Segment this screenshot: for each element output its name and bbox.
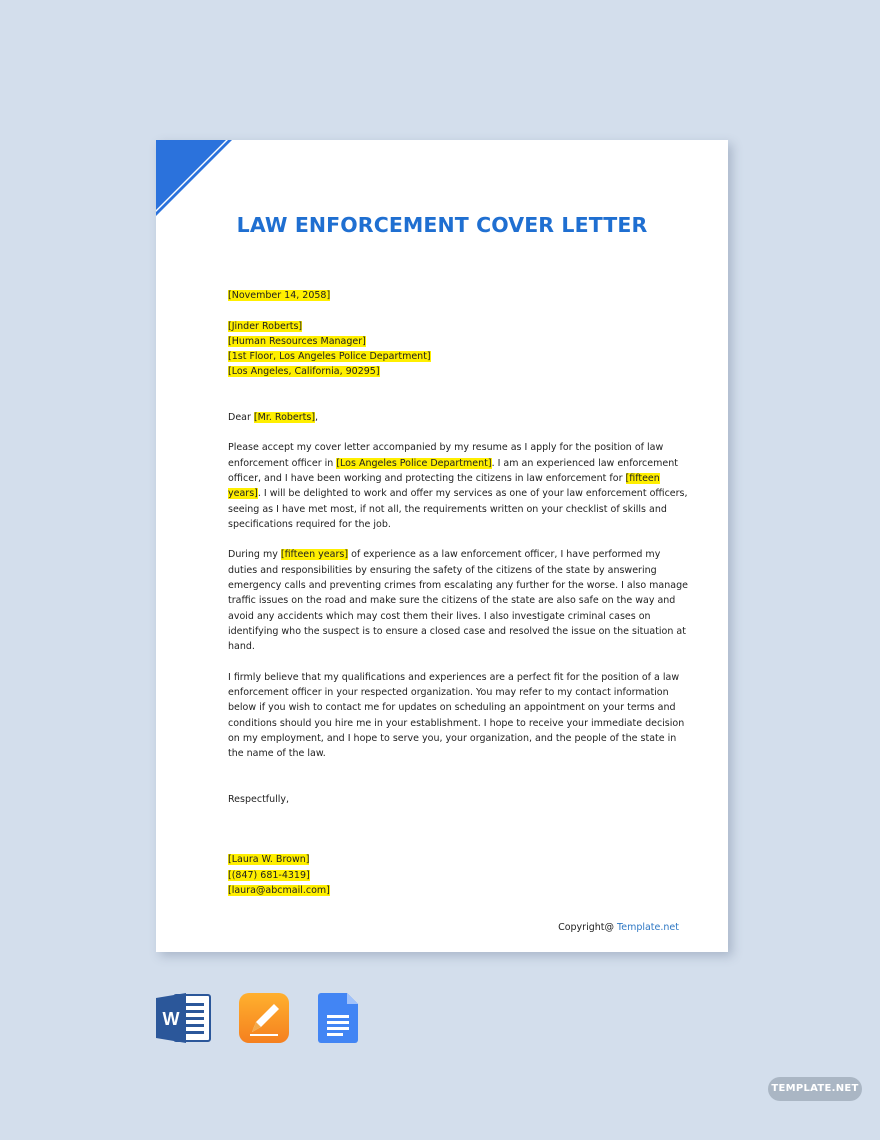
salutation-prefix: Dear: [228, 411, 254, 423]
copyright: [558, 922, 679, 933]
salutation-name: [Mr. Roberts]: [253, 411, 316, 423]
signature-phone: [(847) 681-4319]: [228, 869, 310, 881]
copyright-label: Copyright@: [558, 922, 618, 933]
recipient-address2-line: [228, 364, 688, 379]
template-net-badge[interactable]: TEMPLATE.NET: [768, 1077, 862, 1101]
salutation: [228, 410, 688, 425]
paragraph-1-part-1: Please accept my cover letter accompanied by my resume as I apply for the position of law enforcement officer in: [228, 442, 664, 469]
document-title: LAW ENFORCEMENT COVER LETTER: [236, 213, 648, 237]
paragraph-2: [228, 547, 688, 654]
paragraph-3: [228, 670, 688, 762]
signature-email-line: [228, 883, 688, 898]
signature-phone-line: [228, 868, 688, 883]
paragraph-2-part-2: of experience as a law enforcement officer, I have performed my duties and responsibilities by ensuring the safety of the citizens of the state by answering emergency calls and preventing crimes from escalating any further for the worse. I also manage traffic issues on the road and make sure the citizens of the state are also safe on the way and avoid any accidents which may cost them their lives. I also investigate criminal cases on identifying who the suspect is to ensure a closed case and resolved the issue on the situation at hand.: [228, 549, 688, 653]
corner-decoration: [156, 140, 236, 220]
date-value: [November 14, 2058]: [228, 290, 331, 301]
paragraph-1-part-2: . I am an experienced law enforcement officer, and I have been working and protecting the citizens in law enforcement for: [228, 457, 678, 484]
copyright-link[interactable]: Template.net: [617, 922, 679, 933]
closing: Respectfully,: [228, 793, 290, 805]
paragraph-2-highlight-1: [fifteen years]: [280, 549, 349, 561]
paragraph-2-part-1: During my: [228, 549, 281, 561]
pages-icon[interactable]: [238, 992, 290, 1044]
word-icon[interactable]: [156, 992, 212, 1044]
letter-body: [228, 288, 688, 898]
recipient-title-line: [228, 334, 688, 349]
date-line: [228, 288, 688, 303]
recipient-address2: [Los Angeles, California, 90295]: [228, 366, 380, 378]
recipient-title: [Human Resources Manager]: [228, 335, 366, 347]
paragraph-1: [228, 440, 688, 532]
recipient-address1: [1st Floor, Los Angeles Police Department]: [228, 351, 431, 363]
salutation-suffix: ,: [315, 411, 319, 423]
recipient-name-line: [228, 319, 688, 334]
recipient-address1-line: [228, 349, 688, 364]
google-docs-icon[interactable]: [318, 992, 360, 1044]
signature-email: [laura@abcmail.com]: [228, 884, 330, 896]
letter-page: [156, 140, 728, 952]
paragraph-3-text: I firmly believe that my qualifications and experiences are a perfect fit for the position of a law enforcement officer in your respected organization. You may refer to my contact information below if you wish to contact me for updates on scheduling an appointment on your terms and conditions should you hire me in your establishment. I hope to receive your immediate decision on my employment, and I hope to serve you, your organization, and the people of the state in the name of the law.: [228, 671, 685, 760]
paragraph-1-highlight-1: [Los Angeles Police Department]: [336, 457, 492, 469]
signature-name-line: [228, 852, 688, 867]
word-icon-letter: W: [162, 1009, 180, 1029]
paragraph-1-highlight-2: [fifteen years]: [228, 472, 660, 500]
signature-name: [Laura W. Brown]: [228, 854, 310, 866]
recipient-name: [Jinder Roberts]: [228, 320, 303, 332]
paragraph-1-part-3: . I will be delighted to work and offer my services as one of your law enforcement officers, seeing as I have met most, if not all, the requirements written on your checklist of skills and specifications required for the job.: [228, 488, 688, 530]
